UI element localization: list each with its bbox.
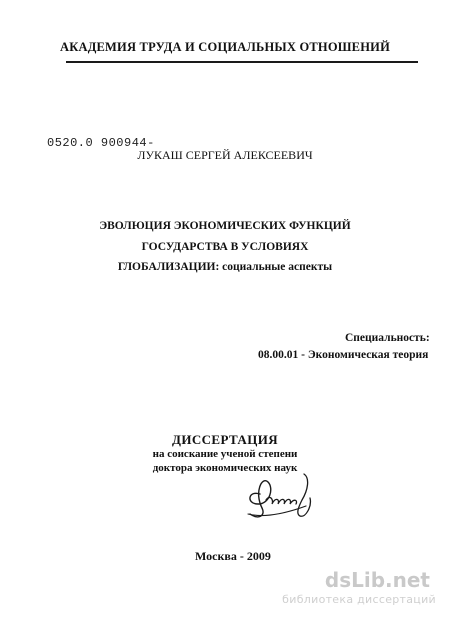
specialty-label: Специальность:	[345, 332, 430, 344]
title-line-3	[0, 261, 450, 273]
degree-line-2: доктора экономических наук	[152, 462, 298, 474]
title-line-3-caps: ГЛОБАЛИЗАЦИИ:	[117, 261, 220, 273]
watermark-logo: dsLib.net	[324, 568, 430, 592]
title-line-2: ГОСУДАРСТВА В УСЛОВИЯХ	[141, 241, 309, 253]
title-line-3-rest: социальные аспекты	[219, 261, 333, 273]
archive-stamp-number: 0520.0 900944-	[47, 136, 155, 150]
dissertation-heading: ДИССЕРТАЦИЯ	[171, 432, 279, 447]
city-year: Москва - 2009	[195, 549, 271, 563]
handwritten-signature	[240, 470, 328, 522]
specialty-code: 08.00.01 - Экономическая теория	[258, 349, 429, 361]
header-rule	[66, 61, 418, 63]
title-line-1: ЭВОЛЮЦИЯ ЭКОНОМИЧЕСКИХ ФУНКЦИЙ	[99, 220, 351, 232]
author-name: ЛУКАШ СЕРГЕЙ АЛЕКСЕЕВИЧ	[137, 148, 313, 162]
degree-line-1: на соискание ученой степени	[152, 448, 298, 460]
institution-heading: АКАДЕМИЯ ТРУДА И СОЦИАЛЬНЫХ ОТНОШЕНИЙ	[60, 40, 390, 54]
watermark-subtitle: библиотека диссертаций	[282, 593, 436, 606]
